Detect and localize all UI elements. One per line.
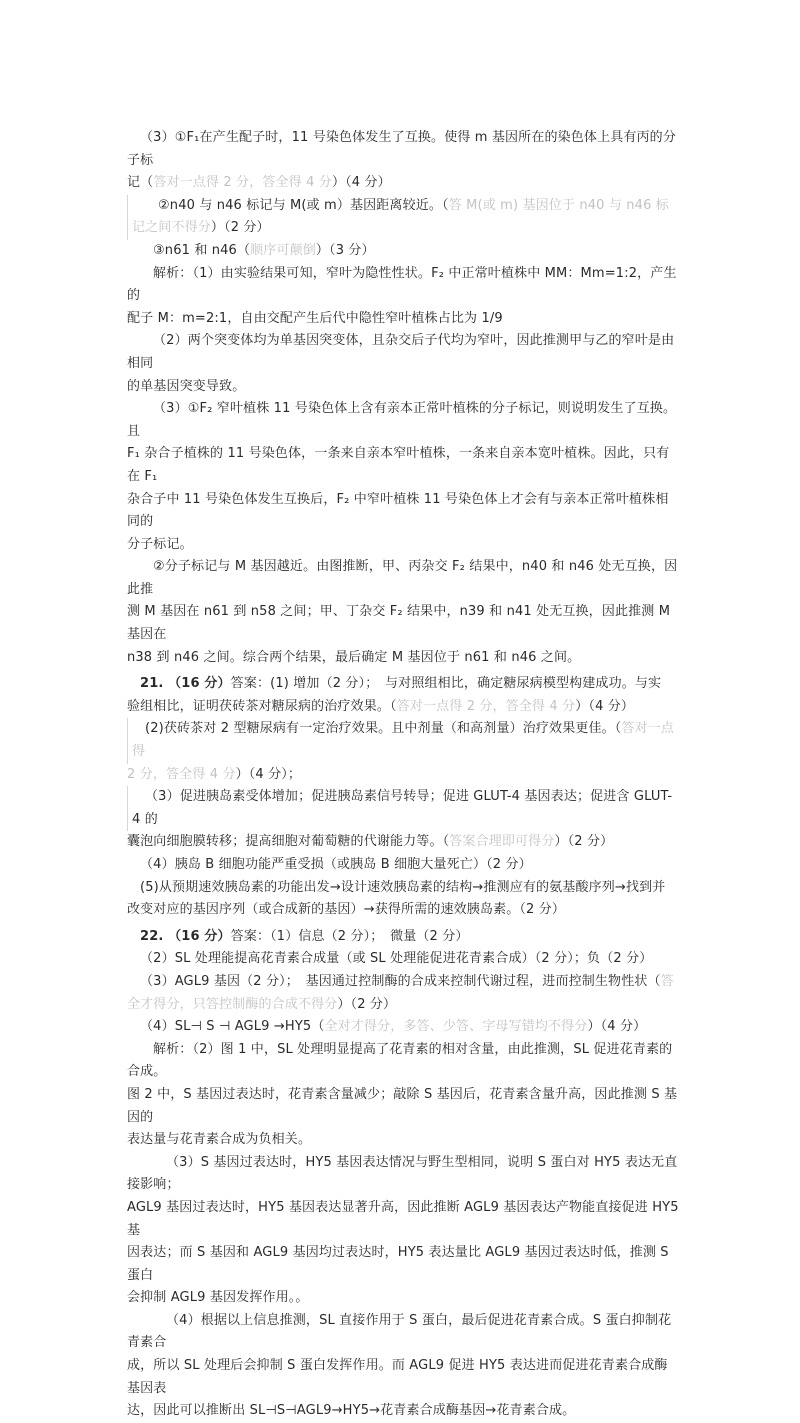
text-segment: （3）①F₂ 窄叶植株 11 号染色体上含有亲本正常叶植株的分子标记，则说明发生了互换。且 [127,401,677,439]
grading-note: 答对一点得 2 分，答全得 4 分 [153,175,332,191]
text-segment: （4）SL⊣ S ⊣ AGL9 →HY5（ [140,1019,325,1035]
line-33 [127,1197,680,1242]
line-6 [127,330,680,375]
line-5 [127,308,680,331]
line-2 [127,195,680,240]
line-37 [127,1355,680,1400]
grading-note: 答对一点得 [132,721,675,760]
line-24 [127,926,680,949]
text-segment: n38 到 n46 之间。综合两个结果，最后确定 M 基因位于 n61 和 n46 之间。 [127,649,581,665]
text-segment: 成，所以 SL 处理后会抑制 S 蛋白发挥作用。而 AGL9 促进 HY5 表达进而促进花青素合成酶基因表 [127,1358,668,1396]
line-34 [127,1242,680,1287]
text-segment: (2)茯砖茶对 2 型糖尿病有一定治疗效果。且中剂量（和高剂量）治疗效果更佳。（ [145,721,622,737]
line-23 [127,899,680,922]
text-segment: 的单基因突变导致。 [127,378,246,394]
text-segment: 囊泡向细胞膜转移；提高细胞对葡萄糖的代谢能力等。（ [127,834,450,850]
line-4 [127,263,680,308]
line-0 [127,127,680,172]
line-38 [127,1400,680,1423]
text-segment: ）（3 分） [315,242,375,258]
text-segment: 因表达；而 S 基因和 AGL9 基因均过表达时，HY5 表达量比 AGL9 基因过表达时低，推测 S 蛋白 [127,1245,669,1283]
line-11 [127,534,680,557]
text-segment: F₁ 杂合子植株的 11 号染色体，一条来自亲本窄叶植株，一条来自亲本宽叶植株。因此，只有在 F₁ [127,446,670,484]
grading-note: 顺序可颠倒 [250,242,316,258]
text-segment: ）（4 分） [331,175,391,191]
line-20 [127,831,680,854]
text-segment: ）（2 分） [210,220,270,236]
grading-note: 答 M(或 m) 基因位于 n40 与 n46 标记之间不得分 [132,197,669,236]
line-31 [127,1129,680,1152]
grading-note: 全对才得分，多答、少答、字母写错均不得分 [324,1019,588,1035]
line-28 [127,1016,680,1039]
text-segment: 达，因此可以推断出 SL⊣S⊣AGL9→HY5→花青素合成酶基因→花青素合成。 [127,1403,576,1419]
text-segment: （2）两个突变体均为单基因突变体，且杂交后子代均为窄叶，因此推测甲与乙的窄叶是由相同 [127,333,675,371]
line-1 [127,172,680,195]
grading-note: 2 分，答全得 4 分 [127,766,236,782]
line-32 [127,1152,680,1197]
line-14 [127,647,680,670]
line-12 [127,556,680,601]
line-18 [127,764,680,787]
text-segment: ③n61 和 n46（ [153,242,251,258]
line-19 [127,786,680,831]
text-segment: 测 M 基因在 n61 到 n58 之间；甲、丁杂交 F₂ 结果中，n39 和 n41 处无互换，因此推测 M 基因在 [127,604,671,643]
text-segment: （3）促进胰岛素受体增加；促进胰岛素信号转导；促进 GLUT-4 基因表达；促进含 GLUT-4 的 [132,789,673,827]
text-segment: （3）S 基因过表达时，HY5 基因表达情况与野生型相同，说明 S 蛋白对 HY5 表达无直接影响； [127,1154,678,1193]
grading-note: 答案合理即可得分 [449,834,555,850]
line-25 [127,948,680,971]
text-segment: 会抑制 AGL9 基因发挥作用。。 [127,1290,309,1306]
text-segment: 图 2 中，S 基因过表达时，花青素含量减少；敲除 S 基因后，花青素含量升高，因此推测 S 基因的 [127,1086,678,1125]
text-segment: （4）根据以上信息推测，SL 直接作用于 S 蛋白，最后促进花青素合成。S 蛋白抑制花青素合 [127,1312,672,1351]
line-13 [127,601,680,646]
line-27 [127,994,680,1017]
line-16 [127,696,680,719]
line-29 [127,1039,680,1084]
question-number: 22. （16 分） [140,928,231,944]
line-9 [127,443,680,488]
text-segment: ）（4 分） [587,1019,647,1035]
line-36 [127,1310,680,1355]
line-17 [127,718,680,763]
text-segment: (5)从预期速效胰岛素的功能出发→设计速效胰岛素的结构→推测应有的氨基酸序列→找到并 [140,879,666,895]
text-segment: ）（2 分） [554,834,614,850]
question-number: 21. （16 分） [140,676,231,692]
grading-note: 答对一点得 2 分，答全得 4 分 [396,698,576,714]
line-8 [127,398,680,443]
answer-key-text [127,127,680,1423]
line-10 [127,489,680,534]
text-segment: （3）①F₁在产生配子时，11 号染色体发生了互换。使得 m 基因所在的染色体上具有丙的分子标 [127,130,676,168]
text-segment: ②n40 与 n46 标记与 M(或 m）基因距离较近。（ [158,197,449,213]
line-3 [127,240,680,263]
line-30 [127,1084,680,1129]
text-segment: 答案：(1) 增加（2 分）； 与对照组相比，确定糖尿病模型构建成功。与实 [230,676,662,692]
grading-note: 全才得分，只答控制酶的合成不得分 [127,996,338,1012]
line-15 [127,673,680,696]
text-segment: 记（ [127,175,154,191]
text-segment: （2）SL 处理能提高花青素合成量（或 SL 处理能促进花青素合成）（2 分）；负（2 分） [140,951,653,967]
line-22 [127,877,680,900]
text-segment: 答案：（1）信息（2 分）； 微量（2 分） [230,928,469,944]
text-segment: 分子标记。 [127,536,193,552]
text-segment: ②分子标记与 M 基因越近。由图推断，甲、丙杂交 F₂ 结果中，n40 和 n46 处无互换，因此推 [127,559,678,597]
text-segment: ）（4 分） [575,698,635,714]
text-segment: AGL9 基因过表达时，HY5 基因表达显著升高，因此推断 AGL9 基因表达产物能直接促进 HY5 基 [127,1199,679,1238]
line-35 [127,1287,680,1310]
grading-note: 答 [660,973,674,989]
text-segment: ）（2 分） [337,996,397,1012]
line-7 [127,376,680,399]
text-segment: 解析：（2）图 1 中，SL 处理明显提高了花青素的相对含量，由此推测，SL 促进花青素的合成。 [127,1041,673,1080]
text-segment: 表达量与花青素合成为负相关。 [127,1132,312,1148]
text-segment: 杂合子中 11 号染色体发生互换后，F₂ 中窄叶植株 11 号染色体上才会有与亲本正常叶植株相同的 [127,491,669,530]
text-segment: 验组相比，证明茯砖茶对糖尿病的治疗效果。（ [127,698,397,714]
text-segment: （3）AGL9 基因（2 分）； 基因通过控制酶的合成来控制代谢过程，进而控制生物性状（ [140,973,661,989]
text-segment: ）（4 分）； [235,766,302,782]
text-segment: 配子 M：m=2:1，自由交配产生后代中隐性窄叶植株占比为 1/9 [127,310,503,326]
text-segment: 解析：（1）由实验结果可知，窄叶为隐性性状。F₂ 中正常叶植株中 MM：Mm=1:2，产生的 [127,265,677,304]
line-26 [127,971,680,994]
text-segment: 改变对应的基因序列（或合成新的基因）→获得所需的速效胰岛素。（2 分） [127,902,566,918]
text-segment: （4）胰岛 B 细胞功能严重受损（或胰岛 B 细胞大量死亡）（2 分） [140,857,532,872]
line-21 [127,854,680,877]
